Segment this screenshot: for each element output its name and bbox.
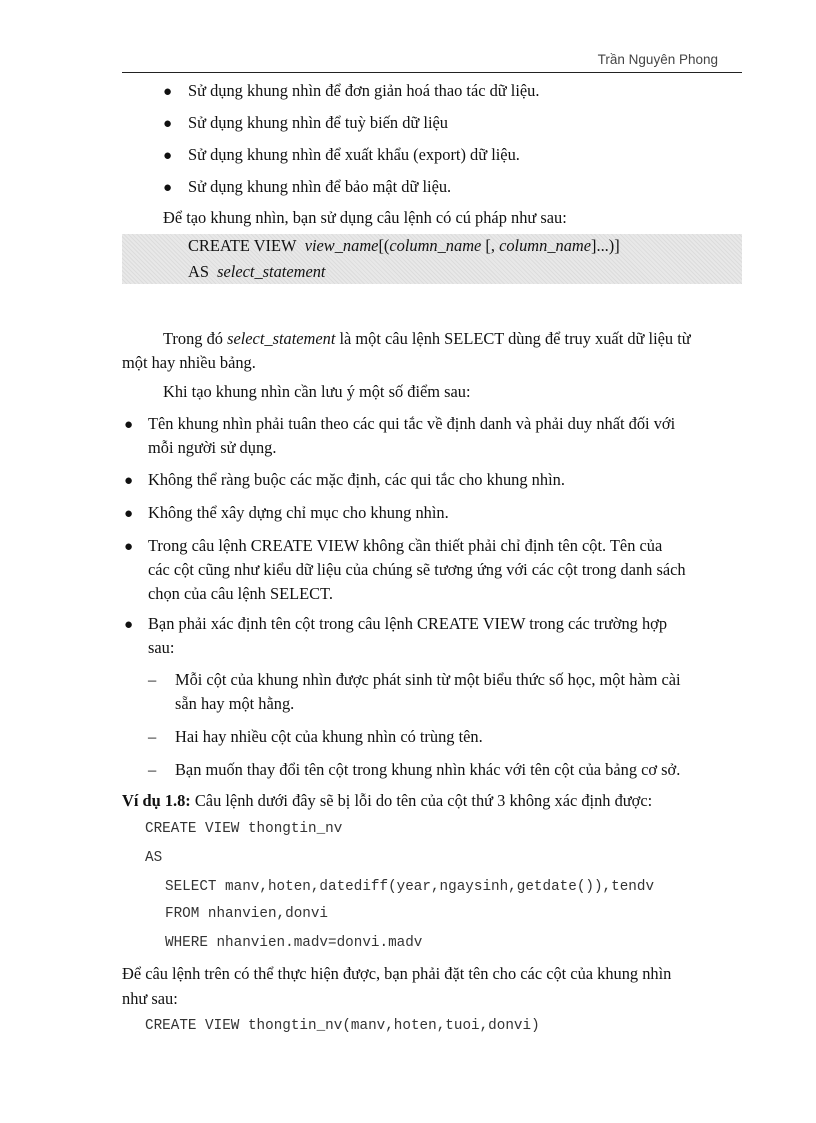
syntax-intro: Để tạo khung nhìn, bạn sử dụng câu lệnh có cú pháp như sau: (163, 208, 567, 227)
list-item: Trong câu lệnh CREATE VIEW không cần thiết phải chỉ định tên cột. Tên của (148, 536, 663, 555)
header-author: Trần Nguyên Phong (597, 52, 718, 67)
list-item: Sử dụng khung nhìn để tuỳ biến dữ liệu (188, 113, 448, 132)
code-line: FROM nhanvien,donvi (165, 906, 329, 922)
example-heading: Ví dụ 1.8: Câu lệnh dưới đây sẽ bị lỗi do tên của cột thứ 3 không xác định được: (122, 791, 653, 810)
code-line: WHERE nhanvien.madv=donvi.madv (165, 935, 423, 951)
bullet-icon: ● (124, 617, 134, 633)
code-line: AS (145, 850, 163, 866)
bullet-icon: ● (124, 506, 134, 522)
code-line: CREATE VIEW thongtin_nv(manv,hoten,tuoi,donvi) (145, 1018, 540, 1034)
dash-icon: – (148, 727, 157, 746)
list-item: Tên khung nhìn phải tuân theo các qui tắc về định danh và phải duy nhất đối với (148, 414, 676, 433)
where-paragraph: Trong đó select_statement là một câu lệnh SELECT dùng để truy xuất dữ liệu từ (163, 329, 691, 348)
list-item: Không thể xây dựng chỉ mục cho khung nhìn. (148, 503, 449, 522)
list-item: chọn của câu lệnh SELECT. (148, 584, 333, 603)
list-item: các cột cũng như kiểu dữ liệu của chúng sẽ tương ứng với các cột trong danh sách (148, 560, 686, 579)
syntax-line-1: CREATE VIEW view_name[(column_name [, column_name]...)] (188, 236, 620, 255)
list-item: Sử dụng khung nhìn để bảo mật dữ liệu. (188, 177, 452, 196)
list-item: Sử dụng khung nhìn để đơn giản hoá thao tác dữ liệu. (188, 81, 540, 100)
list-item: Sử dụng khung nhìn để xuất khẩu (export) dữ liệu. (188, 145, 520, 164)
code-line: SELECT manv,hoten,datediff(year,ngaysinh,getdate()),tendv (165, 879, 655, 895)
notes-intro: Khi tạo khung nhìn cần lưu ý một số điểm sau: (163, 382, 471, 401)
header-rule (122, 72, 742, 73)
list-item: sẵn hay một hằng. (175, 694, 295, 713)
bullet-icon: ● (163, 180, 173, 196)
bullet-icon: ● (124, 417, 134, 433)
dash-icon: – (148, 760, 157, 779)
bullet-icon: ● (163, 116, 173, 132)
list-item: Bạn muốn thay đổi tên cột trong khung nhìn khác với tên cột của bảng cơ sở. (175, 760, 681, 779)
fix-paragraph: Để câu lệnh trên có thể thực hiện được, bạn phải đặt tên cho các cột của khung nhìn (122, 964, 672, 983)
list-item: Hai hay nhiều cột của khung nhìn có trùng tên. (175, 727, 483, 746)
syntax-line-2: AS select_statement (188, 262, 326, 281)
bullet-icon: ● (124, 473, 134, 489)
bullet-icon: ● (124, 539, 134, 555)
bullet-icon: ● (163, 148, 173, 164)
bullet-icon: ● (163, 84, 173, 100)
code-line: CREATE VIEW thongtin_nv (145, 821, 343, 837)
list-item: mỗi người sử dụng. (148, 438, 277, 457)
list-item: Bạn phải xác định tên cột trong câu lệnh CREATE VIEW trong các trường hợp (148, 614, 668, 633)
where-paragraph-line-2: một hay nhiều bảng. (122, 353, 256, 372)
list-item: Mỗi cột của khung nhìn được phát sinh từ một biểu thức số học, một hàm cài (175, 670, 681, 689)
dash-icon: – (148, 670, 157, 689)
fix-paragraph-line-2: như sau: (122, 989, 178, 1008)
list-item: sau: (148, 638, 175, 657)
list-item: Không thể ràng buộc các mặc định, các qui tắc cho khung nhìn. (148, 470, 565, 489)
